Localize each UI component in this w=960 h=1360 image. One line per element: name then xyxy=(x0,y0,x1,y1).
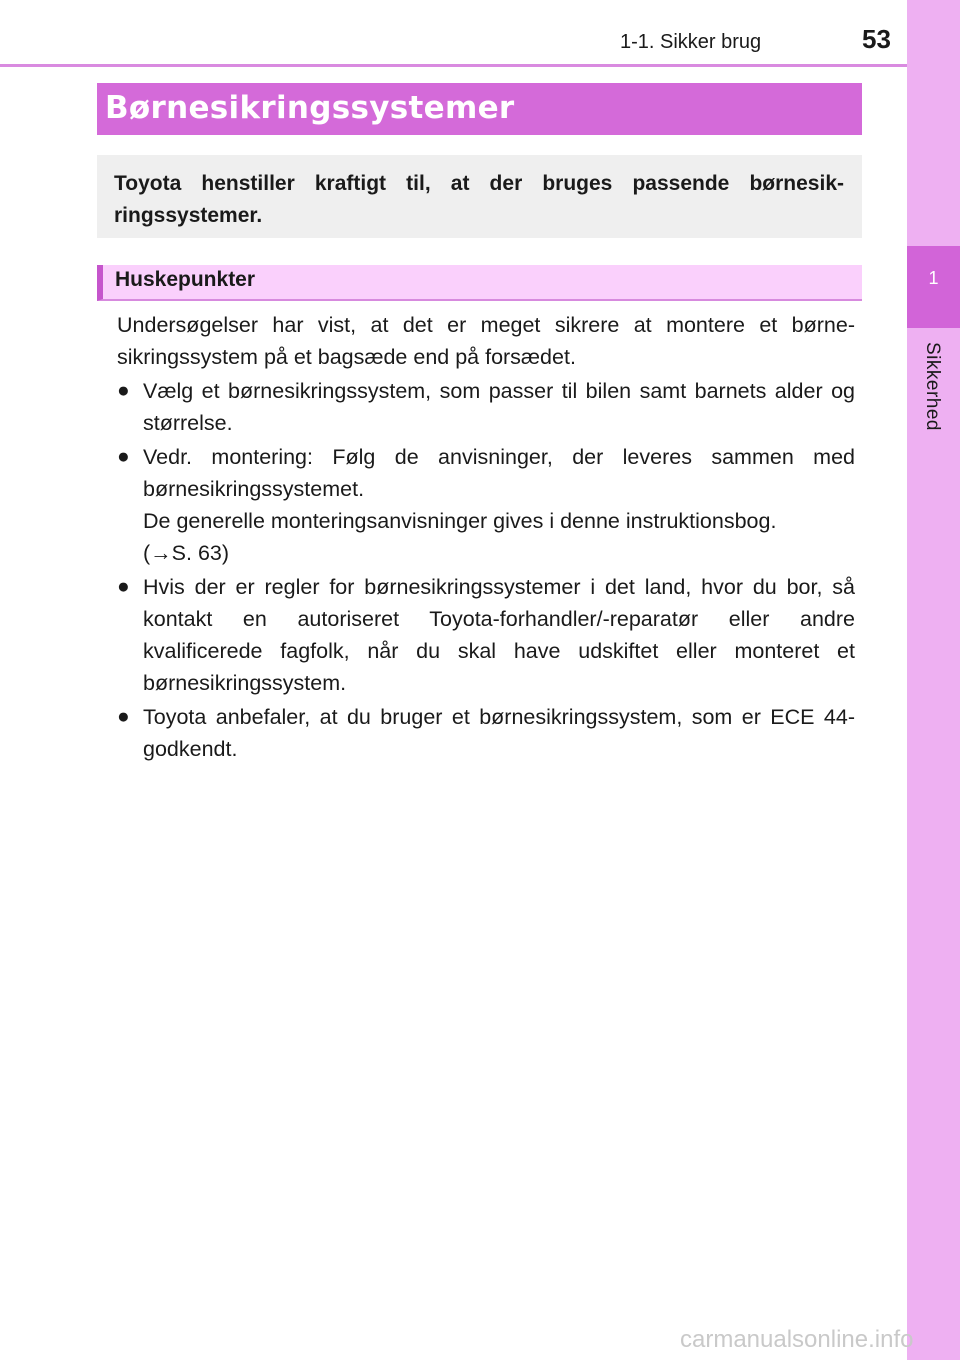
page-title-bar xyxy=(97,83,862,135)
bullet-icon: ● xyxy=(117,705,130,728)
bullet-item xyxy=(117,375,855,439)
sub-heading: Huskepunkter xyxy=(97,265,862,301)
page-reference-link[interactable]: (→S. 63) xyxy=(143,541,230,565)
intro-text: Toyota henstiller kraftigt til, at der bruges passende børnesik-ringssystemer. xyxy=(114,172,844,227)
bullet-icon: ● xyxy=(117,575,130,598)
bullet-text: Hvis der er regler for børnesikringssystemer i det land, hvor du bor, så kontakt en autoriseret Toyota-forhandler/-reparatør eller andre kvalificerede fagfolk, når du skal have udskiftet eller monteret et børnesikringssystem. xyxy=(143,575,855,695)
body-text xyxy=(117,309,855,765)
bullet-item xyxy=(117,571,855,699)
body-paragraph: Undersøgelser har vist, at det er meget sikrere at montere et børne-sikringssystem på et bagsæde end på forsædet. xyxy=(117,313,855,369)
bullet-item xyxy=(117,441,855,569)
intro-box xyxy=(97,155,862,238)
bullet-icon: ● xyxy=(117,445,130,468)
page-number: 53 xyxy=(862,24,891,54)
header-divider xyxy=(0,64,907,67)
chapter-side-tab xyxy=(907,0,960,1360)
chapter-name: Sikkerhed xyxy=(922,342,943,431)
bullet-text: Toyota anbefaler, at du bruger et børnesikringssystem, som er ECE 44-godkendt. xyxy=(143,705,855,761)
bullet-text: Vedr. montering: Følg de anvisninger, der leveres sammen med børnesikringssystemet. xyxy=(143,445,855,501)
watermark: carmanualsonline.info xyxy=(680,1326,914,1353)
section-label: 1-1. Sikker brug xyxy=(620,31,762,53)
bullet-extra-text: De generelle monteringsanvisninger gives i denne instruktionsbog. xyxy=(143,509,777,533)
bullet-item xyxy=(117,701,855,765)
bullet-icon: ● xyxy=(117,379,130,402)
bullet-text: Vælg et børnesikringssystem, som passer til bilen samt barnets alder og størrelse. xyxy=(143,379,855,435)
page-title: Børnesikringssystemer xyxy=(105,90,515,126)
chapter-number: 1 xyxy=(928,268,939,288)
